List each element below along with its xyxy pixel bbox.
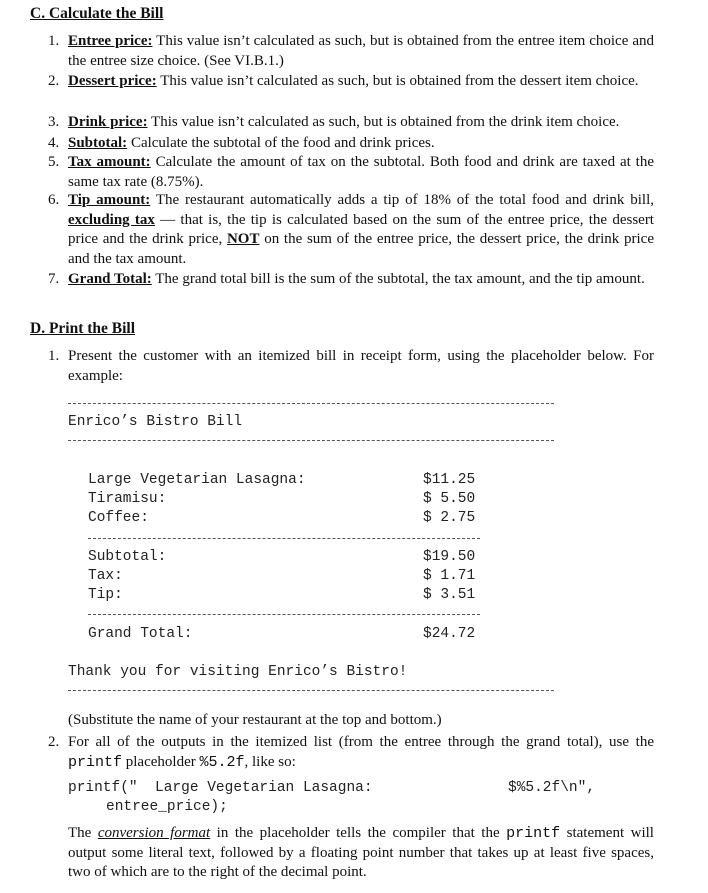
code-line: printf(" Large Vegetarian Lasagna: — [68, 780, 373, 796]
receipt-line-amount: $ 5.50 — [423, 491, 476, 507]
item-number: 2. — [48, 73, 60, 89]
receipt-total-amount: $ 3.51 — [423, 587, 476, 603]
receipt-title: Enrico’s Bistro Bill — [68, 414, 243, 430]
receipt-divider — [68, 403, 554, 404]
receipt-divider — [88, 538, 480, 539]
conversion-format-paragraph — [68, 824, 654, 883]
conversion-format-term: conversion format — [97, 825, 211, 841]
receipt-grand-total-amount: $24.72 — [423, 626, 476, 642]
list-item-printf-placeholder — [48, 733, 654, 772]
list-item-present-bill — [48, 347, 654, 386]
inline-code-printf: printf — [506, 825, 561, 842]
paragraph-text: statement will output some literal text, followed by a floating point number that takes up at least five spaces, two of which are to the right of the decimal point. — [68, 825, 654, 880]
item-number: 7. — [48, 271, 60, 287]
code-line: entree_price); — [106, 799, 228, 815]
item-text: Calculate the subtotal of the food and drink prices. — [127, 135, 435, 151]
list-item-entree-price — [48, 32, 654, 71]
item-number: 3. — [48, 114, 60, 130]
item-number: 5. — [48, 154, 60, 170]
receipt-divider — [68, 440, 554, 441]
term-tip-amount: Tip amount: — [68, 192, 151, 208]
item-text: on the sum of the entree price, the dessert price, the drink price and the tax amount. — [68, 231, 654, 267]
item-text: , like so: — [244, 753, 296, 770]
receipt-total-amount: $19.50 — [423, 549, 476, 565]
section-d-heading: D. Print the Bill — [30, 320, 136, 337]
receipt-grand-total-label: Grand Total: — [88, 626, 193, 642]
list-item-drink-price — [48, 113, 654, 133]
item-text: For all of the outputs in the itemized list (from the entree through the grand total), use the — [68, 734, 654, 750]
emphasis-not: NOT — [226, 231, 260, 247]
substitute-note: (Substitute the name of your restaurant at the top and bottom.) — [68, 712, 442, 728]
receipt-line-label: Tiramisu: — [88, 491, 167, 507]
item-number: 2. — [48, 734, 60, 750]
list-item-tax-amount — [48, 153, 654, 192]
inline-code-placeholder: %5.2f — [199, 753, 245, 771]
term-subtotal: Subtotal: — [68, 135, 128, 151]
receipt-total-label: Tax: — [88, 568, 123, 584]
list-item-tip-amount — [48, 191, 654, 269]
receipt-line-amount: $ 2.75 — [423, 510, 476, 526]
emphasis-excluding-tax: excluding tax — [68, 211, 155, 228]
item-text: placeholder — [122, 753, 200, 770]
item-number: 1. — [48, 33, 60, 49]
item-number: 4. — [48, 135, 60, 151]
receipt-line-label: Coffee: — [88, 510, 149, 526]
item-text: Present the customer with an itemized bill in receipt form, using the placeholder below. For example: — [68, 348, 654, 384]
receipt-line-amount: $11.25 — [423, 472, 476, 488]
section-c-heading: C. Calculate the Bill — [30, 5, 164, 22]
paragraph-text: The — [68, 825, 98, 841]
term-grand-total: Grand Total: — [68, 271, 152, 287]
item-text: Calculate the amount of tax on the subtotal. Both food and drink are taxed at the same tax rate (8.75%). — [68, 154, 654, 190]
item-number: 6. — [48, 192, 60, 208]
receipt-line-label: Large Vegetarian Lasagna: — [88, 472, 306, 488]
receipt-total-amount: $ 1.71 — [423, 568, 476, 584]
inline-code-printf: printf — [68, 753, 123, 771]
receipt-thanks: Thank you for visiting Enrico’s Bistro! — [68, 664, 408, 680]
term-drink-price: Drink price: — [68, 114, 148, 130]
code-line-format: $%5.2f\n", — [508, 780, 596, 796]
item-text: This value isn’t calculated as such, but is obtained from the dessert item choice. — [156, 73, 639, 89]
item-text: This value isn’t calculated as such, but is obtained from the drink item choice. — [147, 114, 620, 130]
receipt-total-label: Subtotal: — [88, 549, 167, 565]
paragraph-text: in the placeholder tells the compiler that the — [210, 825, 507, 841]
list-item-subtotal — [48, 134, 654, 154]
term-tax-amount: Tax amount: — [68, 154, 151, 170]
term-dessert-price: Dessert price: — [68, 73, 157, 89]
list-item-grand-total — [48, 270, 654, 290]
item-text: The restaurant automatically adds a tip of 18% of the total food and drink bill, — [150, 192, 654, 208]
receipt-divider — [68, 690, 554, 691]
term-entree-price: Entree price: — [68, 33, 153, 49]
item-text: — that is, the tip is calculated based on the sum of the entree price, the dessert price and the drink price, — [68, 211, 654, 247]
receipt-divider — [88, 614, 480, 615]
receipt-total-label: Tip: — [88, 587, 123, 603]
item-number: 1. — [48, 348, 60, 364]
item-text: This value isn’t calculated as such, but is obtained from the entree item choice and the entree size choice. (See VI.B.1.) — [68, 33, 654, 69]
list-item-dessert-price — [48, 72, 654, 92]
item-text: The grand total bill is the sum of the subtotal, the tax amount, and the tip amount. — [151, 271, 645, 287]
